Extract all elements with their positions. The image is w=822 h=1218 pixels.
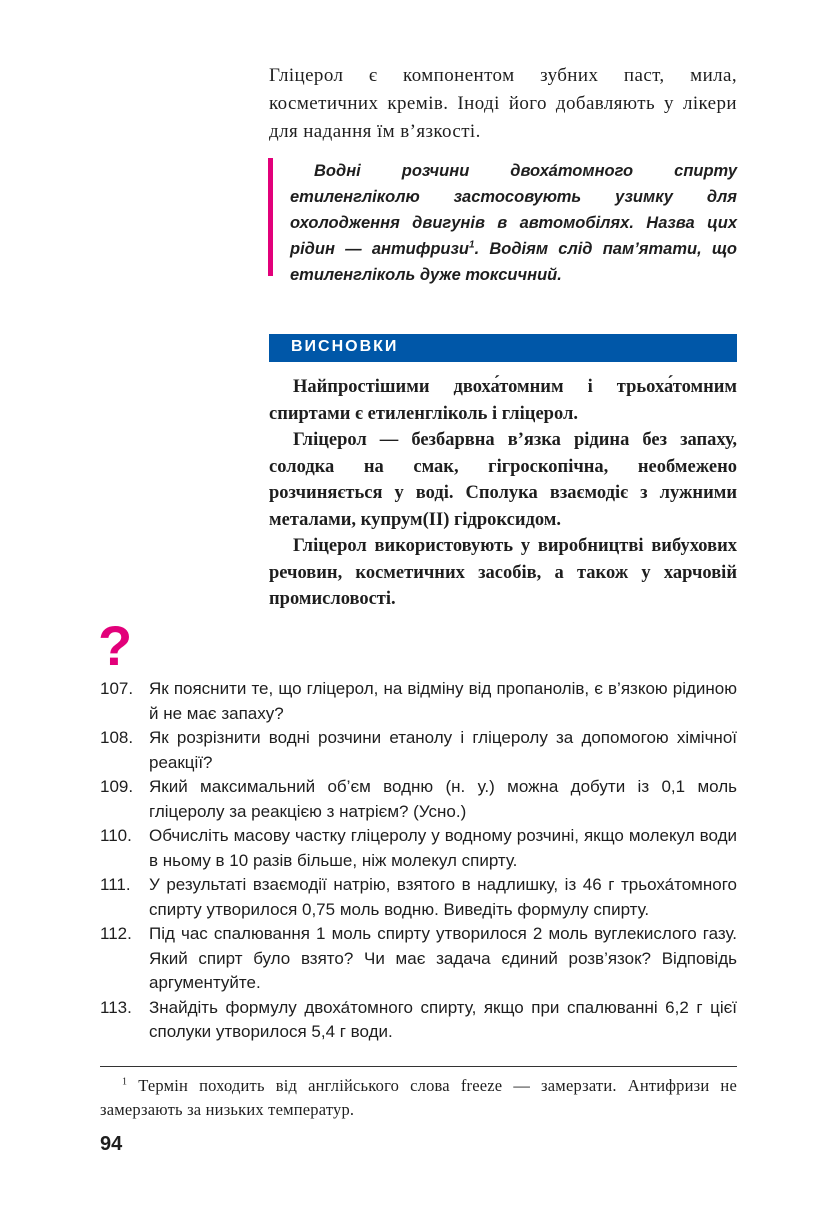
- question-number: 107.: [100, 679, 134, 698]
- question-number: 110.: [100, 826, 132, 845]
- questions-list: [100, 677, 737, 1045]
- conclusion-paragraph: Найпростішими двоха́томним і трьоха́томним спиртами є етиленгліколь і гліцерол.: [269, 377, 737, 424]
- question-number: 108.: [100, 728, 134, 747]
- intro-text: Гліцерол є компонентом зубних паст, мила, косметичних кремів. Іноді його добавляють у лікери для надання їм в’язкості.: [269, 65, 737, 142]
- footnote-mark: 1: [122, 1076, 128, 1088]
- note-text: [290, 158, 737, 288]
- conclusions-section: [269, 374, 737, 613]
- question-text: Знайдіть формулу двоха́томного спирту, якщо при спалюванні 6,2 г цієї сполуки утворилося 5,4 г води.: [149, 997, 737, 1041]
- conclusions-heading: ВИСНОВКИ: [291, 338, 399, 355]
- question-item: [100, 824, 737, 873]
- highlighted-note: [268, 158, 737, 284]
- note-accent-bar: [268, 158, 273, 276]
- question-item: [100, 775, 737, 824]
- question-text: Який максимальний об’єм водню (н. у.) можна добути із 0,1 моль гліцеролу за реакцією з натрієм? (Усно.): [149, 777, 737, 821]
- question-mark-icon: ?: [98, 614, 133, 677]
- question-number: 113.: [100, 997, 132, 1017]
- question-number: 109.: [100, 777, 134, 796]
- footnote-divider: [100, 1066, 737, 1067]
- conclusions-heading-banner: [269, 334, 737, 362]
- note-text-after: . Водіям слід пам’ятати, що етиленгліколь дуже токсичний.: [290, 240, 737, 284]
- page-number: 94: [100, 1133, 123, 1155]
- footnote: [100, 1074, 737, 1122]
- question-item: [100, 677, 737, 726]
- question-item: [100, 726, 737, 775]
- question-text: Як розрізнити водні розчини етанолу і гліцеролу за допомогою хімічної реакції?: [149, 728, 737, 772]
- question-text: Як пояснити те, що гліцерол, на відміну від пропанолів, є в’язкою рідиною й не має запаху?: [149, 679, 737, 723]
- conclusion-paragraph: Гліцерол використовують у виробництві вибухових речовин, косметичних засобів, а також у харчовій промисловості.: [269, 536, 737, 609]
- intro-paragraph: [269, 62, 737, 146]
- question-text: Обчисліть масову частку гліцеролу у водному розчині, якщо молекул води в ньому в 10 разів більше, ніж молекул спирту.: [149, 826, 737, 870]
- question-item: [100, 922, 737, 996]
- note-footnote-mark[interactable]: 1: [469, 239, 475, 251]
- question-item: [100, 873, 737, 922]
- conclusion-paragraph: Гліцерол — безбарвна в’язка рідина без запаху, солодка на смак, гігроскопічна, необмежено розчиняється у воді. Сполука взаємодіє з лужними металами, купрум(ІІ) гідроксидом.: [269, 430, 737, 530]
- question-number: 112.: [100, 924, 132, 943]
- question-text: Під час спалювання 1 моль спирту утворилося 2 моль вуглекислого газу. Який спирт було взято? Чи має задача єдиний розв’язок? Відповідь аргументуйте.: [149, 924, 737, 992]
- note-text-before: Водні розчини двоха́томного спирту етиленгліколю застосовують узимку для охолодження двигунів в автомобілях. Назва цих рідин — антифризи: [290, 162, 737, 258]
- question-item: [100, 996, 737, 1045]
- question-number: 111.: [100, 875, 131, 894]
- footnote-text: Термін походить від англійського слова freeze — замерзати. Антифризи не замерзають за низьких температур.: [100, 1076, 737, 1119]
- question-text: У результаті взаємодії натрію, взятого в надлишку, із 46 г трьоха́томного спирту утворилося 0,75 моль водню. Виведіть формулу спирту.: [149, 875, 737, 919]
